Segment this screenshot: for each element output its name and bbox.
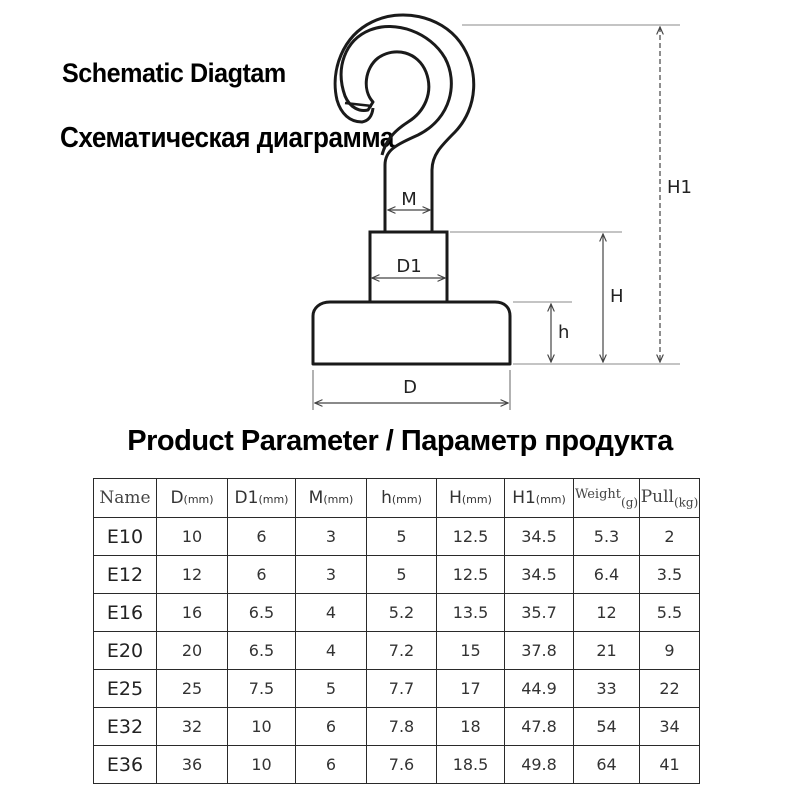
dimension-D — [313, 370, 510, 410]
table-cell: 5.3 — [574, 518, 640, 556]
table-cell: 34.5 — [505, 556, 574, 594]
table-cell: 6.5 — [228, 632, 296, 670]
table-cell: 6 — [296, 746, 367, 784]
table-cell: 13.5 — [437, 594, 505, 632]
column-header-label: Weight — [574, 486, 622, 502]
table-cell: 20 — [157, 632, 228, 670]
table-cell: 21 — [574, 632, 640, 670]
table-cell: 25 — [157, 670, 228, 708]
table-cell: 10 — [228, 708, 296, 746]
column-header-label: H — [449, 488, 462, 508]
column-header-unit: (mm) — [183, 493, 214, 506]
table-row — [94, 632, 700, 670]
table-row — [94, 670, 700, 708]
column-header — [640, 479, 700, 518]
model-name-cell: E32 — [94, 708, 157, 746]
label-D: D — [403, 377, 417, 398]
table-row — [94, 518, 700, 556]
table-cell: 7.5 — [228, 670, 296, 708]
column-header — [437, 479, 505, 518]
dimension-H1 — [660, 27, 692, 362]
table-cell: 35.7 — [505, 594, 574, 632]
table-cell: 37.8 — [505, 632, 574, 670]
model-name-cell: E16 — [94, 594, 157, 632]
column-header-unit: (mm) — [323, 493, 354, 506]
column-header — [228, 479, 296, 518]
dimension-M — [388, 189, 430, 210]
table-cell: 12 — [157, 556, 228, 594]
table-cell: 3 — [296, 556, 367, 594]
table-row — [94, 594, 700, 632]
column-header — [296, 479, 367, 518]
label-M: M — [401, 189, 417, 210]
table-cell: 44.9 — [505, 670, 574, 708]
table-cell: 18.5 — [437, 746, 505, 784]
column-header-unit: (mm) — [535, 493, 566, 506]
table-cell: 34 — [640, 708, 700, 746]
model-name-cell: E12 — [94, 556, 157, 594]
table-cell: 2 — [640, 518, 700, 556]
column-header-label: Pull — [640, 486, 674, 507]
title-english: Schematic Diagtam — [62, 58, 286, 88]
table-cell: 17 — [437, 670, 505, 708]
table-cell: 5 — [367, 518, 437, 556]
column-header-label: D — [170, 488, 184, 508]
table-cell: 6.5 — [228, 594, 296, 632]
table-cell: 5.2 — [367, 594, 437, 632]
table-cell: 3.5 — [640, 556, 700, 594]
table-cell: 10 — [228, 746, 296, 784]
table-cell: 5 — [296, 670, 367, 708]
table-cell: 6 — [296, 708, 367, 746]
table-cell: 7.6 — [367, 746, 437, 784]
table-cell: 12 — [574, 594, 640, 632]
label-D1: D1 — [396, 256, 422, 277]
table-cell: 5 — [367, 556, 437, 594]
table-cell: 49.8 — [505, 746, 574, 784]
table-cell: 7.7 — [367, 670, 437, 708]
model-name-cell: E20 — [94, 632, 157, 670]
label-h: h — [558, 322, 570, 343]
table-cell: 9 — [640, 632, 700, 670]
title-russian: Схематическая диаграмма — [60, 122, 394, 154]
table-cell: 34.5 — [505, 518, 574, 556]
model-name-cell: E10 — [94, 518, 157, 556]
table-cell: 12.5 — [437, 556, 505, 594]
column-header — [94, 479, 157, 518]
table-cell: 33 — [574, 670, 640, 708]
table-cell: 12.5 — [437, 518, 505, 556]
column-header — [505, 479, 574, 518]
column-header-unit: (mm) — [258, 493, 289, 506]
table-row — [94, 708, 700, 746]
table-cell: 4 — [296, 594, 367, 632]
table-cell: 10 — [157, 518, 228, 556]
table-cell: 7.2 — [367, 632, 437, 670]
table-row — [94, 746, 700, 784]
table-cell: 4 — [296, 632, 367, 670]
table-cell: 54 — [574, 708, 640, 746]
column-header-label: D1 — [234, 488, 259, 508]
table-cell: 64 — [574, 746, 640, 784]
table-cell: 36 — [157, 746, 228, 784]
table-body — [94, 518, 700, 784]
table-cell: 41 — [640, 746, 700, 784]
table-cell: 18 — [437, 708, 505, 746]
column-header-unit: (mm) — [461, 493, 492, 506]
dimension-h — [551, 304, 569, 362]
table-cell: 15 — [437, 632, 505, 670]
table-cell: 16 — [157, 594, 228, 632]
table-cell: 3 — [296, 518, 367, 556]
table-header-row — [94, 479, 700, 518]
column-header-label: Name — [99, 488, 151, 508]
label-H: H — [610, 286, 624, 307]
table-cell: 32 — [157, 708, 228, 746]
column-header — [367, 479, 437, 518]
column-header-unit: (mm) — [391, 493, 422, 506]
table-cell: 6.4 — [574, 556, 640, 594]
column-header-label: H1 — [512, 488, 536, 508]
label-H1: H1 — [667, 177, 692, 198]
parameter-table — [93, 478, 700, 784]
table-cell: 7.8 — [367, 708, 437, 746]
table-cell: 5.5 — [640, 594, 700, 632]
table-cell: 6 — [228, 556, 296, 594]
table-row — [94, 556, 700, 594]
model-name-cell: E36 — [94, 746, 157, 784]
column-header-label: h — [381, 488, 392, 508]
section-title: Product Parameter / Параметр продукта — [127, 425, 673, 457]
column-header — [157, 479, 228, 518]
column-header-unit: (g) — [621, 495, 639, 510]
table-cell: 47.8 — [505, 708, 574, 746]
column-header-label: M — [308, 488, 324, 508]
table-cell: 6 — [228, 518, 296, 556]
column-header — [574, 479, 640, 518]
dimension-H — [603, 234, 624, 362]
table-cell: 22 — [640, 670, 700, 708]
model-name-cell: E25 — [94, 670, 157, 708]
column-header-unit: (kg) — [673, 495, 699, 510]
